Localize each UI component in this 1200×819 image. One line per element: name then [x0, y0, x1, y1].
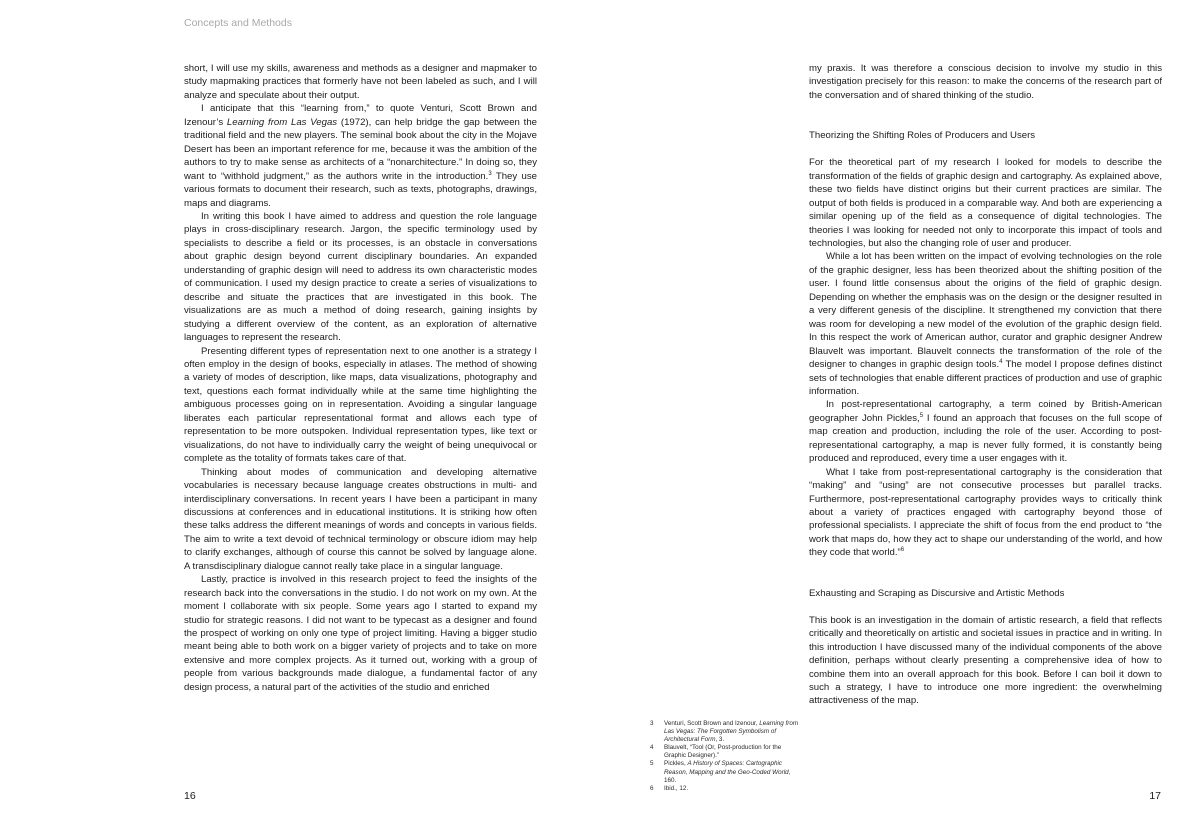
paragraph: short, I will use my skills, awareness and methods as a designer and mapmaker to study mapmaking practices that formerly have not been labeled as such, and I will analyze and speculate about their output. [184, 63, 537, 101]
paragraph: In writing this book I have aimed to address and question the role language plays in cross-disciplinary research. Jargon, the specific terminology used by specialists to describe a field or its processes, is an obstacle in conversations about graphic design beyond current disciplinary boundaries. An expanded understanding of graphic design will need to address its own characteristic modes of communication. I used my design practice to create a series of visualizations to describe and situate the practices that are investigated in this book. The visualizations are as much a method of doing research, gaining insights by studying a different overview of the content, as an exploration of alternative languages to represent the research. [184, 210, 537, 344]
paragraph: Lastly, practice is involved in this research project to feed the insights of the research back into the conversations in the studio. I do not work on my own. At the moment I collaborate with six people. Some years ago I started to expand my studio for strategic reasons. I did not want to be typecast as a designer and found the prospect of working on only one type of project limiting. Having a bigger studio meant being able to both work on a bigger variety of projects and to take on more extensive and more complex projects. As it turned out, working with a group of people from various backgrounds made dialogue, a fundamental factor of any design process, a natural part of the activities of the studio and enriched [184, 574, 537, 693]
footnote: 6 Ibid., 12. [650, 784, 689, 792]
running-head: Concepts and Methods [184, 17, 292, 29]
paragraph: For the theoretical part of my research I looked for models to describe the transformation of the fields of graphic design and cartography. As explained above, these two fields have distinct origins but their current practices are similar. The output of both fields is produced in a comparable way. And both are experiencing a similar opening up of the field as a consequence of digital technologies. The theories I was looking for needed not only to incorporate this impact of tools and technologies, but also the changing role of user and producer. [809, 157, 1162, 249]
footnote-ref: 3 [488, 170, 492, 177]
paragraph: What I take from post-representational cartography is the consideration that “making” and “using” are not consecutive processes but parallel tracks. Furthermore, post-representational cartography provides ways to critically think about a variety of practices engaged with cartography beyond those of professional specialists. I appreciate the shift of focus from the end product to “the work that maps do, how they act to shape our understanding of the world, and how they code that world.”$^6$ [809, 466, 1162, 559]
footnotes [650, 720, 800, 793]
right-text-column [809, 62, 1162, 708]
footnote: 4 Blauvelt, “Tool (Or, Post-production for the Graphic Designer).” [650, 744, 782, 760]
book-title: Learning from Las Vegas [226, 116, 338, 128]
footnote-ref: 4 [999, 359, 1003, 366]
footnote: 5 Pickles, A History of Spaces: Cartographic Reason, Mapping and the Geo-Coded World, 160. [650, 760, 791, 784]
paragraph: Presenting different types of representation next to one another is a strategy I often employ in the design of books, especially in atlases. The method of showing a variety of modes of description, like maps, data visualizations, photography and text, questions each format individually while at the same time highlighting the ambiguous processes going on in representation. Avoiding a singular language liberates each particular representational format and allows each type of representation to be more outspoken. Individual representation types, like text or visualizations, do not have to individually carry the weight of being unequivocal or complete as the totality of formats takes care of that. [184, 345, 537, 465]
page-number-right: 17 [1149, 790, 1161, 802]
left-text-column [184, 62, 537, 694]
paragraph: In post-representational cartography, a term coined by British-American geographer John Pickles,$^5$ I found an approach that focuses on the full scope of map creation and production, including the role of the user. According to post-representational cartography, a map is never fully formed, it is constantly being produced and reproduced, every time a user engages with it. [809, 399, 1163, 465]
page-number-left: 16 [184, 790, 196, 802]
section-heading: Theorizing the Shifting Roles of Producers and Users [809, 130, 1036, 142]
paragraph: my praxis. It was therefore a conscious decision to involve my studio in this investigation precisely for this reason: to make the concerns of the research part of the conversation and of shared thinking of the studio. [809, 63, 1162, 101]
paragraph: This book is an investigation in the domain of artistic research, a field that reflects critically and theoretically on artistic and societal issues in practice and in writing. In this introduction I have discussed many of the individual components of the above definition, perhaps without clearly presenting a comprehensive idea of how to combine them into an overall approach for this book. Before I can boil it down to such a strategy, I have to introduce one more ingredient: the overwhelming attractiveness of the map. [809, 614, 1163, 707]
footnote-ref: 5 [919, 412, 924, 419]
paragraph: I anticipate that this “learning from,” to quote Venturi, Scott Brown and Izenour’s Learning from Las Vegas (1972), can help bridge the gap between the traditional field and the new players. The seminal book about the city in the Mojave Desert has been an important reference for me, because it was the ambition of the authors to try to make sense as architects of a “nonarchitecture.” In doing so, they want to “withhold judgment,” as the authors write in the introduction.$^3$ They use various formats to document their research, such as texts, photographs, drawings, maps and diagrams. [184, 103, 538, 209]
footnote-ref: 6 [900, 547, 905, 554]
paragraph: While a lot has been written on the impact of evolving technologies on the role of the graphic designer, less has been theorized about the shifting position of the user. I found little consensus about the origins of the field of graphic design. Depending on whether the emphasis was on the design or the designer resulted in a very different genesis of the discipline. It strengthened my conviction that there was room for developing a new model of the evolution of the graphic design field. In this respect the work of American author, curator and graphic designer Andrew Blauvelt was important. Blauvelt connects the transformation of the role of the designer to changes in graphic design tools.$^4$ The model I propose defines distinct sets of technologies that enable different practices of production and use of graphic information. [809, 251, 1162, 397]
section-heading: Exhausting and Scraping as Discursive and Artistic Methods [809, 587, 1065, 599]
footnote: 3 Venturi, Scott Brown and Izenour, Learning from Las Vegas: The Forgotten Symbolism of Architectural Form, 3. [650, 720, 799, 744]
paragraph: Thinking about modes of communication and developing alternative vocabularies is necessary because language creates obstructions in multi- and interdisciplinary conversations. In recent years I have been a participant in many discussions at conferences and in educational institutions. It is striking how often these talks address the different meanings of words and concepts in various fields. The aim to write a text devoid of technical terminology or obscure idiom may help to clarify exchanges, although of course this cannot be solved by language alone. A transdisciplinary dialogue cannot really take place in a singular language. [184, 466, 537, 572]
